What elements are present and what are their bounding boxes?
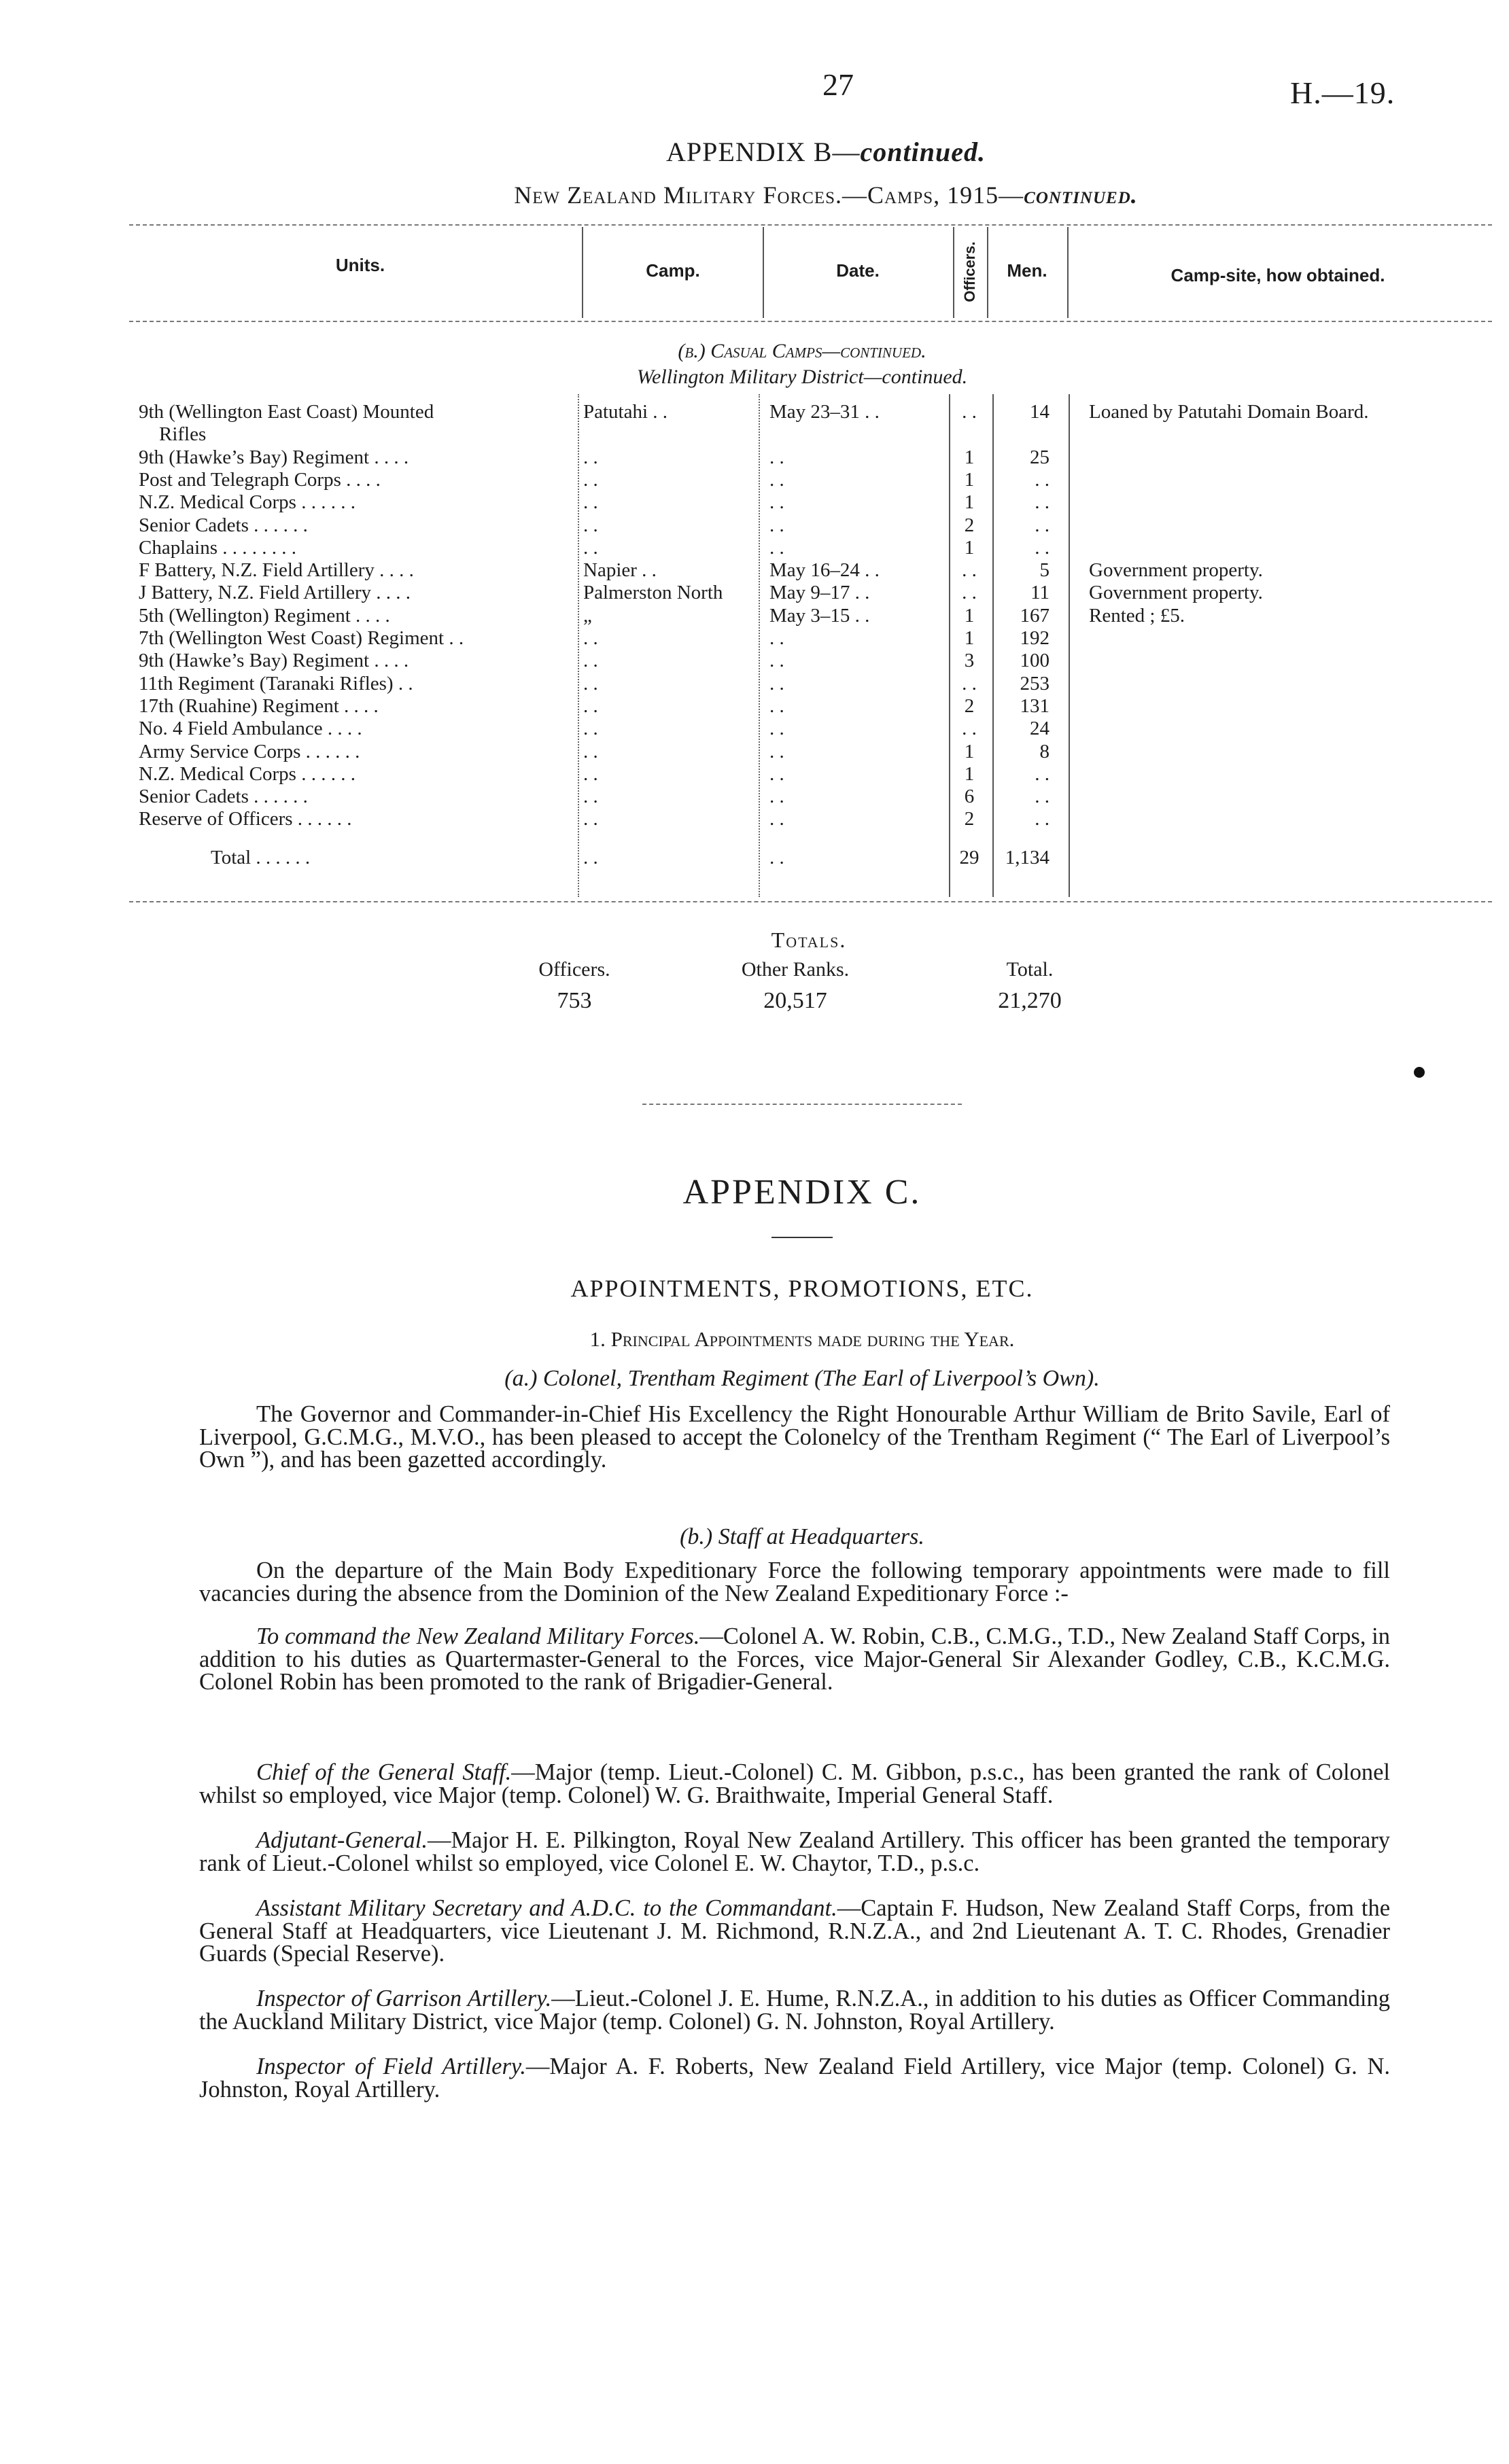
ink-dot-mark [1414, 1067, 1425, 1078]
table-row [129, 514, 1461, 537]
cell-men: 100 [1020, 650, 1050, 672]
cell-date: . . [769, 808, 784, 830]
cell-camp: . . [583, 762, 598, 785]
column-divider [1067, 227, 1069, 318]
cell-unit: Chaplains . . . . . . . . [139, 536, 296, 559]
cell-men: . . [1035, 514, 1050, 536]
cell-unit: Reserve of Officers . . . . . . [139, 808, 352, 830]
cell-unit: F Battery, N.Z. Field Artillery . . . . [139, 559, 414, 582]
cell-men: 25 [1030, 446, 1050, 468]
cell-camp: Napier . . [583, 559, 657, 582]
cell-officers: . . [962, 718, 977, 740]
cell-officers: . . [962, 401, 977, 423]
cell-site: Rented ; £5. [1089, 604, 1185, 627]
cell-unit: J Battery, N.Z. Field Artillery . . . . [139, 582, 411, 604]
totals-other-ranks-value: 20,517 [763, 988, 827, 1013]
cell-camp: . . [583, 650, 598, 672]
cell-date: . . [769, 762, 784, 785]
para-body: —Major (temp. Lieut.-Colonel) C. M. Gibbon, p.s.c., has been granted the rank of Colonel whilst so employed, vice Major (temp. Colonel) W. G. Braithwaite, Imperial General Staff. [199, 1759, 1390, 1808]
total-total-label: Total . . . . . . [211, 847, 311, 868]
paragraph-intro: On the departure of the Main Body Expeditionary Force the following temporary appointments were made to fill vacancies during the absence from the Dominion of the New Zealand Expeditionary Force :- [199, 1557, 1390, 1606]
column-header-men: Men. [1007, 260, 1047, 281]
para-head: Chief of the General Staff. [256, 1759, 512, 1785]
table-row [129, 808, 1461, 830]
page-number: 27 [822, 67, 854, 102]
cell-camp: . . [583, 786, 598, 808]
para-head: Inspector of Field Artillery. [256, 2054, 526, 2079]
cell-unit: No. 4 Field Ambulance . . . . [139, 718, 362, 740]
cell-men: 131 [1020, 694, 1050, 717]
cell-camp: Patutahi . . [583, 401, 668, 423]
table-row [129, 537, 1461, 559]
cell-men: 192 [1020, 627, 1050, 649]
cell-camp: . . [583, 672, 598, 694]
cell-men: 253 [1020, 672, 1050, 694]
cell-date: . . [769, 650, 784, 672]
paragraph-chief-of-staff [199, 1761, 1390, 1807]
appendix-c-subtitle: APPOINTMENTS, PROMOTIONS, ETC. [570, 1275, 1034, 1302]
cell-men: . . [1035, 762, 1050, 785]
cell-camp: Palmerston North [583, 582, 723, 604]
cell-men: 5 [1039, 559, 1050, 582]
total-officers: 29 [959, 847, 979, 868]
cell-camp: . . [583, 718, 598, 740]
cell-camp: . . [583, 468, 598, 491]
cell-date: . . [769, 718, 784, 740]
cell-date: . . [769, 627, 784, 649]
table-row [129, 491, 1461, 514]
totals-officers-value: 753 [557, 988, 592, 1013]
column-divider [953, 227, 954, 318]
para-head: Adjutant-General. [256, 1827, 428, 1853]
cell-camp: . . [583, 740, 598, 762]
column-divider [763, 227, 764, 318]
table-section-title [678, 340, 926, 363]
column-header-units: Units. [335, 255, 385, 275]
paragraph-colonelcy: The Governor and Commander-in-Chief His Excellency the Right Honourable Arthur William de Brito Savile, Earl of Liverpool, G.C.M.G., M.V.O., has been pleased to accept the Colonelcy of the Trentham Regiment (“ The Earl of Liverpool’s Own ”), and has been gazetted accordingly. [199, 1401, 1390, 1473]
section-heading: 1. Principal Appointments made during the Year. [589, 1327, 1015, 1351]
cell-unit: 7th (Wellington West Coast) Regiment . . [139, 627, 464, 649]
cell-camp: „ [583, 604, 592, 627]
paragraph-adjutant-general [199, 1829, 1390, 1875]
table-total-row [129, 847, 1461, 869]
column-header-officers: Officers. [961, 241, 978, 302]
cell-date: May 23–31 . . [769, 401, 880, 423]
cell-date: . . [769, 536, 784, 559]
para-body: —Captain F. Hudson, New Zealand Staff Corps, from the General Staff at Headquarters, vice Lieutenant J. M. Richmond, R.N.Z.A., and 2nd Lieutenant A. T. C. Rhodes, Grenadier Guards (Special Reserve). [199, 1895, 1391, 1967]
column-divider [582, 227, 583, 318]
para-head: Inspector of Garrison Artillery. [256, 1986, 552, 2011]
cell-men: . . [1035, 536, 1050, 559]
cell-unit: Senior Cadets . . . . . . [139, 786, 308, 808]
column-header-camp-site: Camp-site, how obtained. [1170, 265, 1385, 285]
table-row [129, 627, 1461, 650]
para-body: —Lieut.-Colonel J. E. Hume, R.N.Z.A., in addition to his duties as Officer Commanding the Auckland Military District, vice Major (temp. Colonel) G. N. Johnston, Royal Artillery. [199, 1986, 1391, 2035]
appendix-b-title [666, 136, 986, 168]
cell-site: Government property. [1089, 582, 1263, 604]
table-row [129, 582, 1461, 604]
totals-total-value: 21,270 [998, 988, 1062, 1013]
cell-date: . . [769, 446, 784, 468]
cell-officers: . . [962, 672, 977, 694]
cell-men: 8 [1039, 740, 1050, 762]
table-row [129, 605, 1461, 627]
paragraph-garrison-artillery [199, 1988, 1390, 2033]
appendix-b-subtitle-cont: continued. [1024, 181, 1138, 209]
totals-officers-label: Officers. [538, 958, 610, 981]
appendix-b-subtitle-text: New Zealand Military Forces.—Camps, 1915— [514, 181, 1024, 209]
cell-site: Government property. [1089, 559, 1263, 582]
cell-camp: . . [583, 536, 598, 559]
cell-officers: 2 [964, 808, 975, 830]
cell-officers: 1 [964, 740, 975, 762]
cell-men: . . [1035, 786, 1050, 808]
cell-officers: 1 [964, 491, 975, 514]
cell-camp: . . [583, 627, 598, 649]
cell-unit: Army Service Corps . . . . . . [139, 740, 360, 762]
para-body: —Major A. F. Roberts, New Zealand Field Artillery, vice Major (temp. Colonel) G. N. Johnston, Royal Artillery. [199, 2054, 1390, 2102]
cell-officers: 6 [964, 786, 975, 808]
para-head: To command the New Zealand Military Forces. [256, 1623, 700, 1649]
cell-men: 11 [1030, 582, 1050, 604]
appendix-c-title: APPENDIX C. [682, 1173, 922, 1212]
para-body: —Colonel A. W. Robin, C.B., C.M.G., T.D., New Zealand Staff Corps, in addition to his duties as Quartermaster-General to the Forces, vice Major-General Sir Alexander Godley, C.B., K.C.M.G. Colonel Robin has been promoted to the rank of Brigadier-General. [199, 1623, 1390, 1695]
cell-date: . . [769, 740, 784, 762]
cell-officers: 1 [964, 762, 975, 785]
cell-date: . . [769, 694, 784, 717]
cell-men: 14 [1030, 401, 1050, 423]
cell-date: May 9–17 . . [769, 582, 870, 604]
cell-site: Loaned by Patutahi Domain Board. [1089, 401, 1369, 423]
cell-date: . . [769, 786, 784, 808]
cell-date: May 16–24 . . [769, 559, 880, 582]
total-camp: . . [583, 847, 598, 868]
cell-unit: Rifles [159, 423, 207, 446]
para-body: —Major H. E. Pilkington, Royal New Zealand Artillery. This officer has been granted the temporary rank of Lieut.-Colonel whilst so employed, vice Colonel E. W. Chaytor, T.D., p.s.c. [199, 1827, 1390, 1876]
cell-camp: . . [583, 491, 598, 514]
cell-unit: 17th (Ruahine) Regiment . . . . [139, 694, 379, 717]
paragraph-military-secretary [199, 1897, 1390, 1966]
table-row [129, 718, 1461, 740]
table-row [129, 469, 1461, 491]
appendix-b-subtitle [514, 181, 1138, 209]
cell-unit: N.Z. Medical Corps . . . . . . [139, 491, 355, 514]
cell-camp: . . [583, 514, 598, 536]
table-row [129, 695, 1461, 718]
total-date: . . [769, 847, 784, 868]
cell-officers: . . [962, 559, 977, 582]
column-divider [987, 227, 988, 318]
appendix-b-title-cont: continued. [860, 137, 986, 167]
table-header-rule [129, 321, 1492, 322]
total-men: 1,134 [1005, 847, 1050, 868]
cell-date: . . [769, 491, 784, 514]
table-row [129, 650, 1461, 672]
totals-other-ranks-label: Other Ranks. [741, 958, 850, 981]
cell-officers: . . [962, 582, 977, 604]
cell-officers: 3 [964, 650, 975, 672]
column-header-date: Date. [836, 260, 880, 281]
table-bottom-rule [129, 901, 1492, 902]
table-row [129, 763, 1461, 786]
cell-unit: 5th (Wellington) Regiment . . . . [139, 604, 390, 627]
table-row [129, 786, 1461, 808]
cell-officers: 1 [964, 468, 975, 491]
table-top-rule [129, 224, 1492, 226]
cell-unit: 9th (Hawke’s Bay) Regiment . . . . [139, 650, 409, 672]
cell-officers: 1 [964, 536, 975, 559]
totals-total-label: Total. [1006, 958, 1054, 981]
table-row [129, 446, 1461, 469]
table-row [129, 423, 1461, 446]
cell-men: 167 [1020, 604, 1050, 627]
table-section-subtitle: Wellington Military District—continued. [636, 366, 968, 388]
subsection-heading-b: (b.) Staff at Headquarters. [680, 1524, 924, 1549]
cell-camp: . . [583, 808, 598, 830]
section-title-text: (b.) Casual Camps—continued. [678, 340, 926, 362]
table-row [129, 673, 1461, 695]
appendix-b-title-text: APPENDIX B— [666, 137, 861, 167]
title-rule [771, 1237, 833, 1238]
section-separator [642, 1104, 962, 1105]
cell-date: . . [769, 514, 784, 536]
cell-men: . . [1035, 491, 1050, 514]
paragraph-field-artillery [199, 2056, 1390, 2101]
totals-title: Totals. [771, 928, 847, 952]
cell-camp: . . [583, 446, 598, 468]
cell-officers: 1 [964, 604, 975, 627]
cell-date: . . [769, 468, 784, 491]
cell-unit: 11th Regiment (Taranaki Rifles) . . [139, 672, 413, 694]
cell-men: . . [1035, 808, 1050, 830]
cell-men: 24 [1030, 718, 1050, 740]
subsection-heading-a: (a.) Colonel, Trentham Regiment (The Earl of Liverpool’s Own). [504, 1366, 1100, 1391]
table-row [129, 401, 1461, 423]
cell-unit: Post and Telegraph Corps . . . . [139, 468, 381, 491]
cell-unit: Senior Cadets . . . . . . [139, 514, 308, 536]
cell-officers: 1 [964, 446, 975, 468]
cell-officers: 2 [964, 694, 975, 717]
cell-officers: 1 [964, 627, 975, 649]
cell-unit: N.Z. Medical Corps . . . . . . [139, 762, 355, 785]
cell-unit: 9th (Wellington East Coast) Mounted [139, 401, 434, 423]
document-code: H.—19. [1290, 75, 1395, 110]
column-header-camp: Camp. [646, 260, 700, 281]
cell-unit: 9th (Hawke’s Bay) Regiment . . . . [139, 446, 409, 468]
cell-men: . . [1035, 468, 1050, 491]
cell-date: May 3–15 . . [769, 604, 870, 627]
para-head: Assistant Military Secretary and A.D.C. to the Commandant. [256, 1895, 837, 1921]
cell-date: . . [769, 672, 784, 694]
cell-camp: . . [583, 694, 598, 717]
cell-officers: 2 [964, 514, 975, 536]
paragraph-command [199, 1625, 1390, 1694]
table-row [129, 559, 1461, 582]
table-row [129, 741, 1461, 763]
